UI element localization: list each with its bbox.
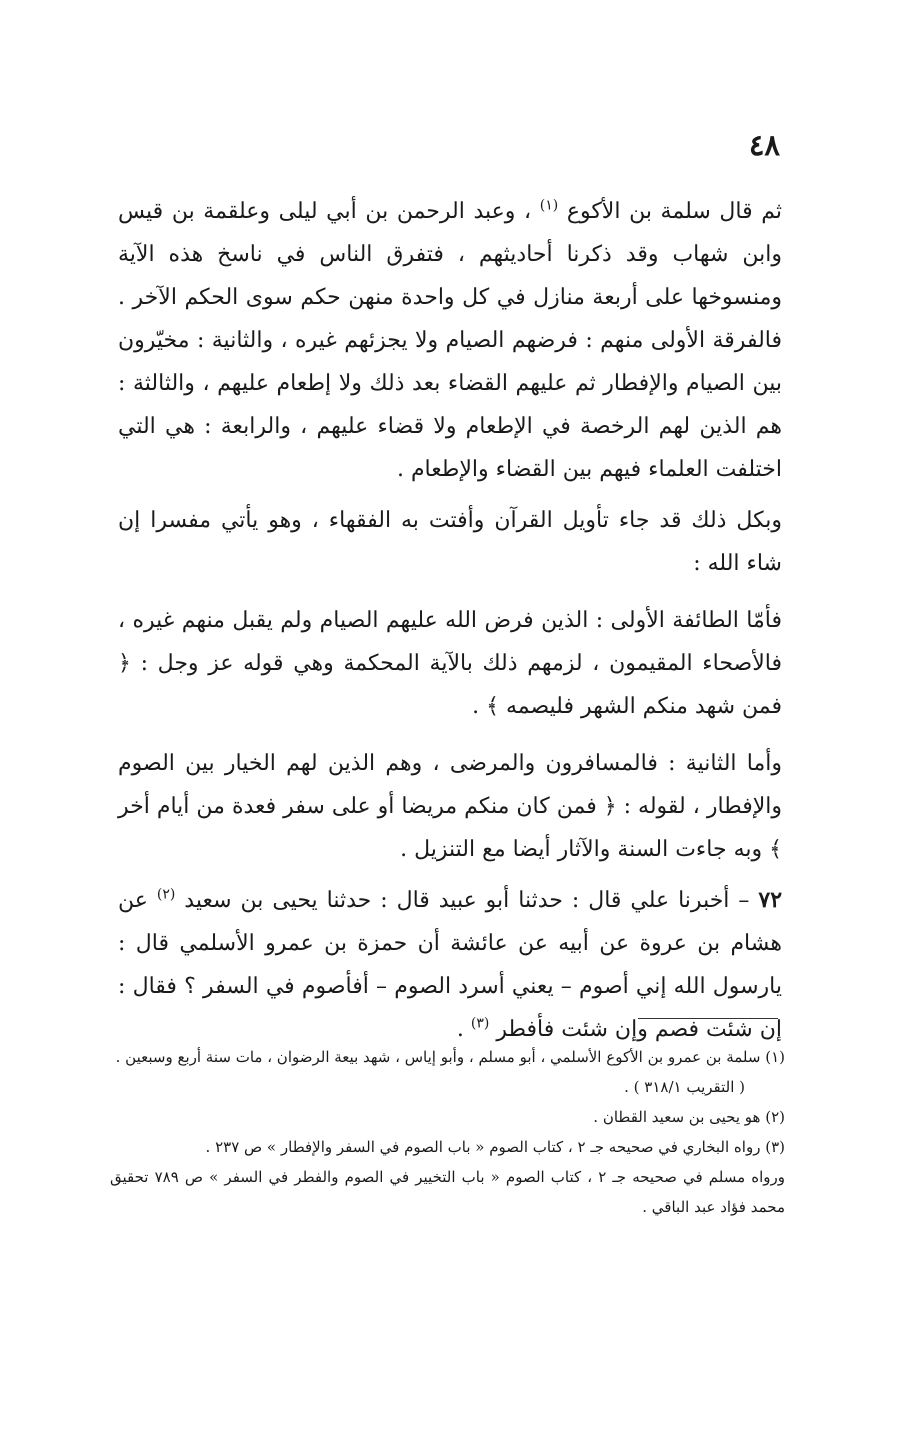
footnote-1: (١) سلمة بن عمرو بن الأكوع الأسلمي ، أبو مسلم ، وأبو إياس ، شهد بيعة الرضوان ، مات سنة أربع وسبعين . xyxy=(115,1048,785,1066)
paragraph-3: فأمّا الطائفة الأولى : الذين فرض الله عليهم الصيام ولم يقبل منهم غيره ، فالأصحاء المقيمون ، لزمهم ذلك بالآية المحكمة وهي قوله عز وجل : ﴿ فمن شهد منكم الشهر فليصمه ﴾ . xyxy=(118,608,782,719)
footnote-3-continued: ورواه مسلم في صحيحه جـ ٢ ، كتاب الصوم « باب التخيير في الصوم والفطر في السفر » ص ٧٨٩ تحقيق محمد فؤاد عبد الباقي . xyxy=(110,1168,785,1216)
paragraph-4: وأما الثانية : فالمسافرون والمرضى ، وهم الذين لهم الخيار بين الصوم والإفطار ، لقوله : ﴿ فمن كان منكم مريضا أو على سفر فعدة من أيام أخر ﴾ وبه جاءت السنة والآثار أيضا مع التنزيل . xyxy=(118,751,782,862)
footnote-ref-1: (١) xyxy=(539,197,559,214)
footnote-1-source: ( التقريب ٣١٨/١ ) . xyxy=(624,1078,745,1096)
paragraph-1 xyxy=(118,190,782,491)
paragraph-text: عن هشام بن عروة عن أبيه عن عائشة أن حمزة بن عمرو الأسلمي قال : يارسول الله إني أصوم – يعني أسرد الصوم – أفأصوم في السفر ؟ فقال : إن شئت فصم وإن شئت فأفطر xyxy=(118,888,782,1042)
footnote-3: (٣) رواه البخاري في صحيحه جـ ٢ ، كتاب الصوم « باب الصوم في السفر والإفطار » ص ٢٣٧ . xyxy=(205,1138,785,1156)
paragraph-text: ثم قال سلمة بن الأكوع xyxy=(558,199,782,224)
main-text xyxy=(118,190,782,1051)
page-number: ٤٨ xyxy=(748,128,780,162)
paragraph-text: – أخبرنا علي قال : حدثنا أبو عبيد قال : حدثنا يحيى بن سعيد xyxy=(175,888,759,913)
footnote-divider xyxy=(638,1018,778,1019)
paragraph-text: . xyxy=(456,1017,471,1042)
footnote-ref-2: (٢) xyxy=(156,886,176,903)
footnote-ref-3: (٣) xyxy=(470,1015,490,1032)
hadith-number: ٧٢ xyxy=(758,887,783,913)
footnotes xyxy=(110,1042,785,1222)
hadith-72 xyxy=(118,879,782,1051)
paragraph-text: ، وعبد الرحمن بن أبي ليلى وعلقمة بن قيس وابن شهاب وقد ذكرنا أحاديثهم ، فتفرق الناس في ناسخ هذه الآية ومنسوخها على أربعة منازل في كل واحدة منهن حكم سوى الحكم الآخر . فالفرقة الأولى منهم : فرضهم الصيام ولا يجزئهم غيره ، والثانية : مخيّرون بين الصيام والإفطار ثم عليهم القضاء بعد ذلك ولا إطعام عليهم ، والثالثة : هم الذين لهم الرخصة في الإطعام ولا قضاء عليهم ، والرابعة : هي التي اختلفت العلماء فيهم بين القضاء والإطعام . xyxy=(118,199,782,482)
paragraph-2: وبكل ذلك قد جاء تأويل القرآن وأفتت به الفقهاء ، وهو يأتي مفسرا إن شاء الله : xyxy=(118,508,782,576)
footnote-2: (٢) هو يحيى بن سعيد القطان . xyxy=(593,1108,785,1126)
